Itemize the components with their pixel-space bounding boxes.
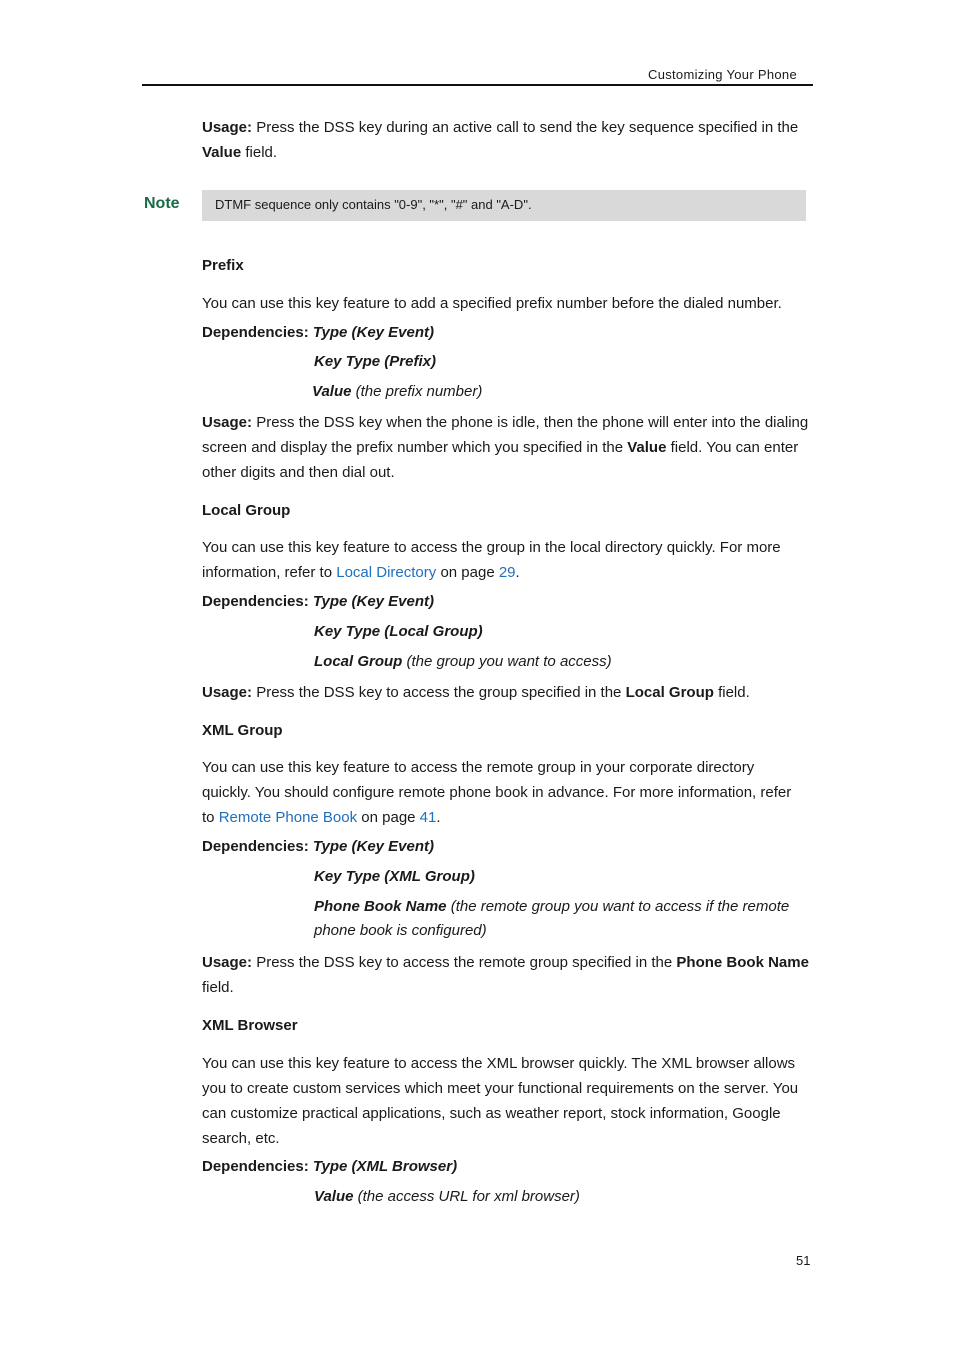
dep-label: Dependencies: — [202, 838, 309, 855]
xml-group-dep-value-line2: phone book is configured) — [314, 922, 487, 939]
note-text: DTMF sequence only contains "0-9", "*", "#" and "A-D". — [215, 197, 532, 212]
local-group-usage — [202, 680, 814, 705]
link-page-41[interactable]: 41 — [419, 809, 437, 826]
usage-bold: Phone Book Name — [676, 954, 809, 971]
dep-label: Dependencies: — [202, 1158, 309, 1175]
local-group-description — [202, 535, 814, 585]
value-label: Value — [202, 144, 242, 161]
usage-end: field. — [202, 979, 234, 996]
heading-xml-browser: XML Browser — [202, 1017, 298, 1034]
usage-label: Usage: — [202, 119, 253, 136]
usage-bold: Local Group — [625, 684, 714, 701]
link-page-29[interactable]: 29 — [498, 564, 516, 581]
description-text: You can use this key feature to access the group in the local directory quickly. For more information, refer to — [202, 539, 781, 581]
page-number: 51 — [796, 1253, 811, 1268]
usage-label: Usage: — [202, 954, 253, 971]
period: . — [436, 809, 441, 826]
usage-text: Press the DSS key to access the remote group specified in the — [252, 954, 677, 971]
prefix-description: You can use this key feature to add a specified prefix number before the dialed number. — [202, 295, 782, 312]
xml-group-usage — [202, 950, 814, 1000]
on-page-text: on page — [436, 564, 499, 581]
note-label: Note — [144, 195, 180, 212]
local-group-dep-keytype — [314, 623, 483, 640]
dep-type: Type (Key Event) — [312, 838, 435, 855]
usage-text: Press the DSS key during an active call to send the key sequence specified in the — [252, 119, 799, 136]
usage-end: field. — [713, 684, 750, 701]
dep-value-desc: (the group you want to access) — [402, 653, 612, 670]
dep-value-desc: (the remote group you want to access if the remote — [446, 898, 790, 915]
prefix-dep-value — [312, 383, 482, 400]
xml-group-dependencies — [202, 838, 434, 855]
dep-type: Type (XML Browser) — [312, 1158, 458, 1175]
xml-browser-description: You can use this key feature to access the XML browser quickly. The XML browser allows you to create custom services which meet your functional requirements on the server. You can customize practical applications, such as weather report, stock information, Google search, etc. — [202, 1055, 799, 1147]
usage-text: Press the DSS key to access the group specified in the — [252, 684, 626, 701]
prefix-usage — [202, 410, 814, 485]
dep-label: Dependencies: — [202, 593, 309, 610]
dep-keytype: Key Type (Local Group) — [314, 623, 483, 640]
dep-value-label: Value — [314, 1188, 354, 1205]
header-rule — [142, 84, 813, 86]
prefix-dependencies — [202, 324, 434, 341]
dep-type: Type (Key Event) — [312, 324, 435, 341]
xml-browser-dep-value — [314, 1188, 580, 1205]
dep-keytype: Key Type (XML Group) — [314, 868, 475, 885]
heading-prefix: Prefix — [202, 257, 244, 274]
prefix-dep-keytype — [314, 353, 436, 370]
period: . — [515, 564, 520, 581]
xml-group-dep-value — [314, 898, 789, 915]
dep-value-label: Value — [312, 383, 352, 400]
intro-usage — [202, 115, 814, 165]
usage-label: Usage: — [202, 414, 253, 431]
dep-value-label: Phone Book Name — [314, 898, 447, 915]
on-page-text: on page — [357, 809, 420, 826]
dep-value-label: Local Group — [314, 653, 403, 670]
dep-value-desc: (the prefix number) — [351, 383, 483, 400]
usage-label: Usage: — [202, 684, 253, 701]
usage-end: field. — [241, 144, 278, 161]
usage-text: Press the DSS key when the phone is idle, then the phone will enter into the dialing screen and display the prefix number which you specified in the — [202, 414, 809, 456]
dep-keytype: Key Type (Prefix) — [314, 353, 436, 370]
xml-browser-dependencies — [202, 1158, 457, 1175]
usage-bold: Value — [627, 439, 667, 456]
xml-group-dep-keytype — [314, 868, 475, 885]
dep-type: Type (Key Event) — [312, 593, 435, 610]
link-remote-phone-book[interactable]: Remote Phone Book — [218, 809, 358, 826]
running-header: Customizing Your Phone — [648, 67, 797, 82]
dep-label: Dependencies: — [202, 324, 309, 341]
heading-xml-group: XML Group — [202, 722, 283, 739]
note-box — [202, 190, 806, 221]
link-local-directory[interactable]: Local Directory — [336, 564, 437, 581]
usage-end: field. You can enter other digits and then dial out. — [202, 439, 799, 481]
xml-group-description — [202, 755, 792, 830]
dep-value-desc: (the access URL for xml browser) — [353, 1188, 580, 1205]
description-text: You can use this key feature to access the remote group in your corporate directory quickly. You should configure remote phone book in advance. For more information, refer to — [202, 759, 792, 826]
local-group-dep-value — [314, 653, 612, 670]
local-group-dependencies — [202, 593, 434, 610]
heading-local-group: Local Group — [202, 502, 291, 519]
